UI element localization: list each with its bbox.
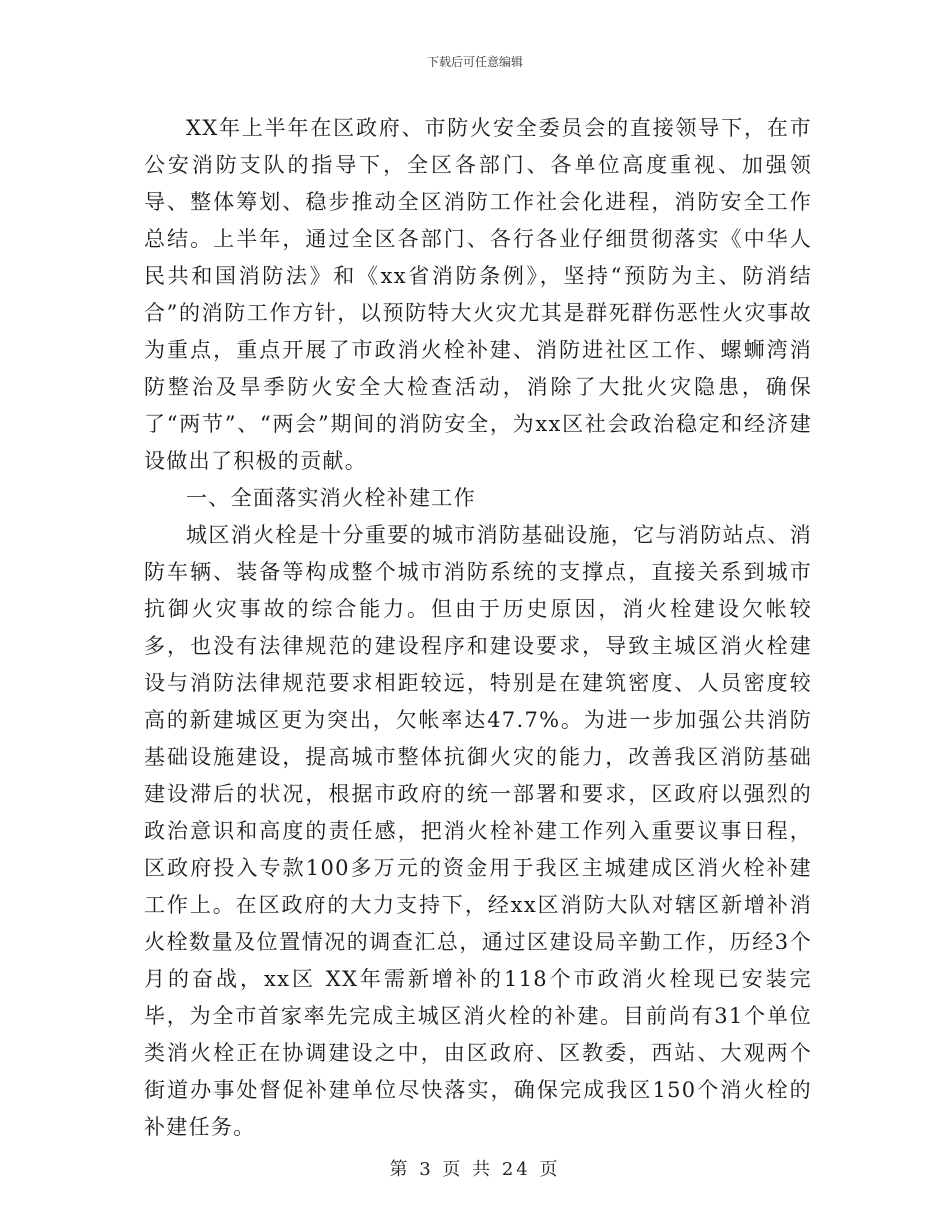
paragraph-intro: XX年上半年在区政府、市防火安全委员会的直接领导下，在市公安消防支队的指导下，全区各部门、各单位高度重视、加强领导、整体筹划、稳步推动全区消防工作社会化进程，消防安全工作总结。上半年，通过全区各部门、各行各业仔细贯彻落实《中华人民共和国消防法》和《xx省消防条例》，坚持“预防为主、防消结合”的消防工作方针，以预防特大火灾尤其是群死群伤恶性火灾事故为重点，重点开展了市政消火栓补建、消防进社区工作、螺蛳湾消防整治及旱季防火安全大检查活动，消除了大批火灾隐患，确保了“两节”、“两会”期间的消防安全，为xx区社会政治稳定和经济建设做出了积极的贡献。 [144,116,812,473]
header-note: 下载后可任意编辑 [426,55,523,69]
page-number: 第 3 页 共 24 页 [389,1159,561,1180]
document-body [144,110,812,1146]
section-heading: 一、全面落实消火栓补建工作 [186,486,476,510]
paragraph-hydrants: 城区消火栓是十分重要的城市消防基础设施，它与消防站点、消防车辆、装备等构成整个城市消防系统的支撑点，直接关系到城市抗御火灾事故的综合能力。但由于历史原因，消火栓建设欠帐较多，也没有法律规范的建设程序和建设要求，导致主城区消火栓建设与消防法律规范要求相距较远，特别是在建筑密度、人员密度较高的新建城区更为突出，欠帐率达47.7%。为进一步加强公共消防基础设施建设，提高城市整体抗御火灾的能力，改善我区消防基础建设滞后的状况，根据市政府的统一部署和要求，区政府以强烈的政治意识和高度的责任感，把消火栓补建工作列入重要议事日程，区政府投入专款100多万元的资金用于我区主城建成区消火栓补建工作上。在区政府的大力支持下，经xx区消防大队对辖区新增补消火栓数量及位置情况的调查汇总，通过区建设局辛勤工作，历经3个月的奋战，xx区 XX年需新增补的118个市政消火栓现已安装完毕，为全市首家率先完成主城区消火栓的补建。目前尚有31个单位类消火栓正在协调建设之中，由区政府、区教委，西站、大观两个街道办事处督促补建单位尽快落实，确保完成我区150个消火栓的补建任务。 [144,523,812,1139]
